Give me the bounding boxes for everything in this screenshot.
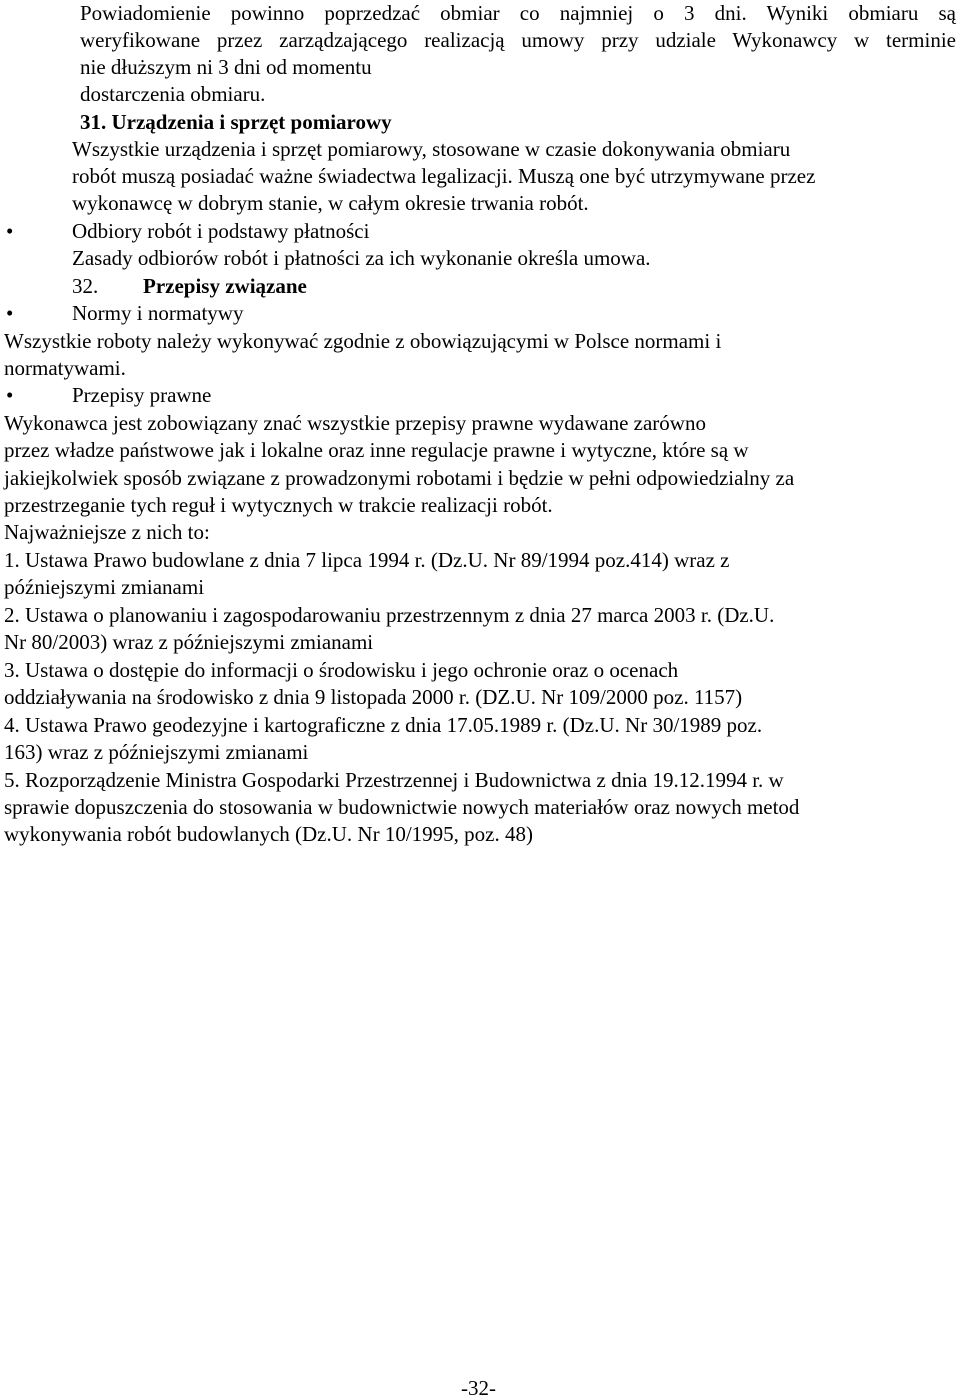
text-line: Wszystkie urządzenia i sprzęt pomiarowy, stosowane w czasie dokonywania obmiaru bbox=[72, 137, 791, 161]
text-line: normatywami. bbox=[4, 356, 126, 380]
bullet-item-title: Normy i normatywy bbox=[72, 301, 244, 325]
text-line: przestrzeganie tych reguł i wytycznych w trakcie realizacji robót. bbox=[4, 493, 553, 517]
list-item: 2. Ustawa o planowaniu i zagospodarowaniu przestrzennym z dnia 27 marca 2003 r. (Dz.U. bbox=[4, 603, 775, 627]
list-item-continuation: Nr 80/2003) wraz z późniejszymi zmianami bbox=[4, 630, 374, 654]
list-item-continuation: sprawie dopuszczenia do stosowania w budownictwie nowych materiałów oraz nowych metod bbox=[4, 795, 800, 819]
text-line: przez władze państwowe jak i lokalne oraz inne regulacje prawne i wytyczne, które są w bbox=[4, 438, 749, 462]
section-32-number: 32. bbox=[72, 274, 99, 298]
list-item-continuation: 163) wraz z późniejszymi zmianami bbox=[4, 740, 309, 764]
text-line: Wszystkie roboty należy wykonywać zgodnie z obowiązującymi w Polsce normami i bbox=[4, 329, 722, 353]
bullet-item-title: Przepisy prawne bbox=[72, 383, 212, 407]
text-line: nie dłuższym ni 3 dni od momentu bbox=[80, 55, 372, 79]
list-item-continuation: późniejszymi zmianami bbox=[4, 575, 205, 599]
bullet-item-title: Odbiory robót i podstawy płatności bbox=[72, 219, 370, 243]
text-line: wykonawcę w dobrym stanie, w całym okresie trwania robót. bbox=[72, 191, 589, 215]
list-item-continuation: wykonywania robót budowlanych (Dz.U. Nr 10/1995, poz. 48) bbox=[4, 822, 533, 846]
text-line: dostarczenia obmiaru. bbox=[80, 82, 266, 106]
list-item: 5. Rozporządzenie Ministra Gospodarki Przestrzennej i Budownictwa z dnia 19.12.1994 r. w bbox=[4, 768, 784, 792]
text-line: Zasady odbiorów robót i płatności za ich wykonanie określa umowa. bbox=[72, 246, 651, 270]
section-31-heading: 31. Urządzenia i sprzęt pomiarowy bbox=[80, 110, 392, 134]
list-item-continuation: oddziaływania na środowisko z dnia 9 listopada 2000 r. (DZ.U. Nr 109/2000 poz. 1157) bbox=[4, 685, 743, 709]
bullet-icon: • bbox=[6, 383, 14, 407]
list-item: 3. Ustawa o dostępie do informacji o środowisku i jego ochronie oraz o ocenach bbox=[4, 658, 679, 682]
text-line: weryfikowane przez zarządzającego realizacją umowy przy udziale Wykonawcy w terminie bbox=[80, 28, 956, 52]
bullet-icon: • bbox=[6, 301, 14, 325]
list-item: 4. Ustawa Prawo geodezyjne i kartograficzne z dnia 17.05.1989 r. (Dz.U. Nr 30/1989 poz. bbox=[4, 713, 763, 737]
text-line: Najważniejsze z nich to: bbox=[4, 520, 210, 544]
section-32-heading: Przepisy związane bbox=[143, 274, 307, 298]
text-line: Powiadomienie powinno poprzedzać obmiar co najmniej o 3 dni. Wyniki obmiaru są bbox=[80, 1, 956, 25]
list-item: 1. Ustawa Prawo budowlane z dnia 7 lipca 1994 r. (Dz.U. Nr 89/1994 poz.414) wraz z bbox=[4, 548, 730, 572]
bullet-icon: • bbox=[6, 219, 14, 243]
page-number: -32- bbox=[461, 1376, 496, 1400]
text-line: Wykonawca jest zobowiązany znać wszystkie przepisy prawne wydawane zarówno bbox=[4, 411, 706, 435]
text-line: robót muszą posiadać ważne świadectwa legalizacji. Muszą one być utrzymywane przez bbox=[72, 164, 816, 188]
text-line: jakiejkolwiek sposób związane z prowadzonymi robotami i będzie w pełni odpowiedzialny za bbox=[4, 466, 795, 490]
